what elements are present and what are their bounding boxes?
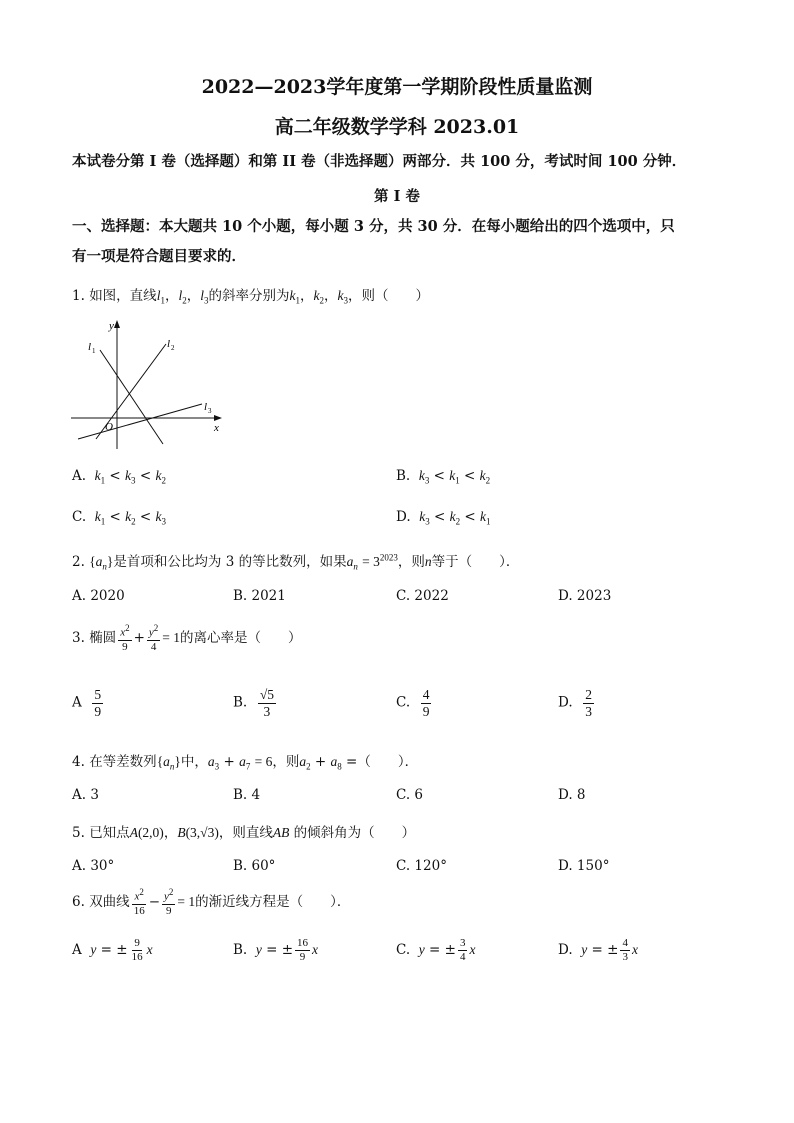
q4-option-d[interactable]: D. 8 (558, 787, 586, 803)
label-l1: l (88, 341, 92, 353)
x-axis-arrow (214, 415, 222, 421)
q1-option-c[interactable]: C. $k_1 < k_2 < k_3$ (72, 509, 167, 527)
label-l2: l (167, 338, 171, 350)
label-y: y (109, 320, 114, 332)
q5-option-a[interactable]: A. 30° (72, 858, 115, 874)
question-number: 1. (72, 288, 85, 304)
q6-option-c[interactable]: C. y = ± $\frac{3}{4}$ x (396, 937, 476, 963)
question-2: 2. $\{a_n\}$是首项和公比均为 3 的等比数列，如果$a_n = 3^{2023}$，则n等于（ ）． (72, 552, 520, 572)
section-heading-cont: 有一项是符合题目要求的． (72, 248, 246, 265)
label-l3-sub: 3 (208, 407, 212, 415)
question-number: 4. (72, 754, 85, 770)
question-5: 5. 已知点A(2,0)，B(3,√3)，则直线AB 的倾斜角为（ ） (72, 825, 416, 841)
label-l1-sub: 1 (92, 347, 96, 355)
q6-option-b[interactable]: B. y = ± $\frac{16}{9}$ x (233, 937, 319, 963)
label-origin: O (105, 421, 113, 433)
volume-heading: 第 I 卷 (374, 188, 420, 205)
label-x: x (214, 422, 219, 434)
q6-option-a[interactable]: A y = ± $\frac{9}{16}$ x (72, 937, 153, 963)
exam-info: 本试卷分第 I 卷（选择题）和第 II 卷（非选择题）两部分．共 100 分，考试时间 100 分钟． (72, 153, 687, 170)
q1-line-figure (66, 314, 232, 454)
q1-option-d[interactable]: D. $k_3 < k_2 < k_1$ (396, 509, 491, 527)
label-l3: l (204, 401, 208, 413)
q3-option-d[interactable]: D. $\frac{2}{3}$ (558, 687, 592, 719)
y-axis-arrow (114, 320, 120, 328)
q4-option-b[interactable]: B. 4 (233, 787, 261, 803)
q1-option-a[interactable]: A. $k_1 < k_3 < k_2$ (72, 468, 166, 486)
question-number: 6. (72, 893, 85, 910)
q2-option-d[interactable]: D. 2023 (558, 588, 612, 604)
q5-option-d[interactable]: D. 150° (558, 858, 610, 874)
q1-option-b[interactable]: B. $k_3 < k_1 < k_2$ (396, 468, 491, 486)
section-heading: 一、选择题：本大题共 10 个小题，每小题 3 分，共 30 分．在每小题给出的四个选项中，只 (72, 218, 675, 235)
question-1: 1. 如图，直线$l_1$，$l_2$，$l_3$的斜率分别为$k_1$，$k_2$，$k_3$，则（ ） (72, 288, 429, 306)
question-3: 3. 椭圆 $\frac{x^2}{9}$ + $\frac{y^2}{4}$ = 1的离心率是（ ） (72, 623, 302, 653)
question-number: 5. (72, 825, 85, 841)
q2-option-c[interactable]: C. 2022 (396, 588, 449, 604)
question-6: 6. 双曲线 $\frac{x^2}{16}$ − $\frac{y^2}{9}$ = 1的渐近线方程是（ ）． (72, 887, 351, 917)
question-number: 2. (72, 554, 85, 570)
q6-option-d[interactable]: D. y = ± $\frac{4}{3}$ x (558, 937, 638, 963)
q5-option-b[interactable]: B. 60° (233, 858, 276, 874)
question-number: 3. (72, 629, 85, 646)
label-l2-sub: 2 (171, 344, 175, 352)
q2-option-a[interactable]: A. 2020 (72, 588, 125, 604)
q5-option-c[interactable]: C. 120° (396, 858, 447, 874)
q3-option-c[interactable]: C. $\frac{4}{9}$ (396, 687, 430, 719)
q4-option-c[interactable]: C. 6 (396, 787, 424, 803)
exam-subtitle: 高二年级数学学科 2023.01 (274, 116, 520, 138)
q3-option-a[interactable]: A $\frac{5}{9}$ (72, 687, 102, 719)
q2-option-b[interactable]: B. 2021 (233, 588, 286, 604)
q4-option-a[interactable]: A. 3 (72, 787, 99, 803)
question-4: 4. 在等差数列$\{a_n\}$中，$a_3 + a_7 = 6$，则$a_2 + a_8$ =（ ）． (72, 754, 419, 772)
q3-option-b[interactable]: B. $\frac{√5}{3}$ (233, 687, 274, 719)
exam-title: 2022—2023学年度第一学期阶段性质量监测 (201, 76, 593, 98)
